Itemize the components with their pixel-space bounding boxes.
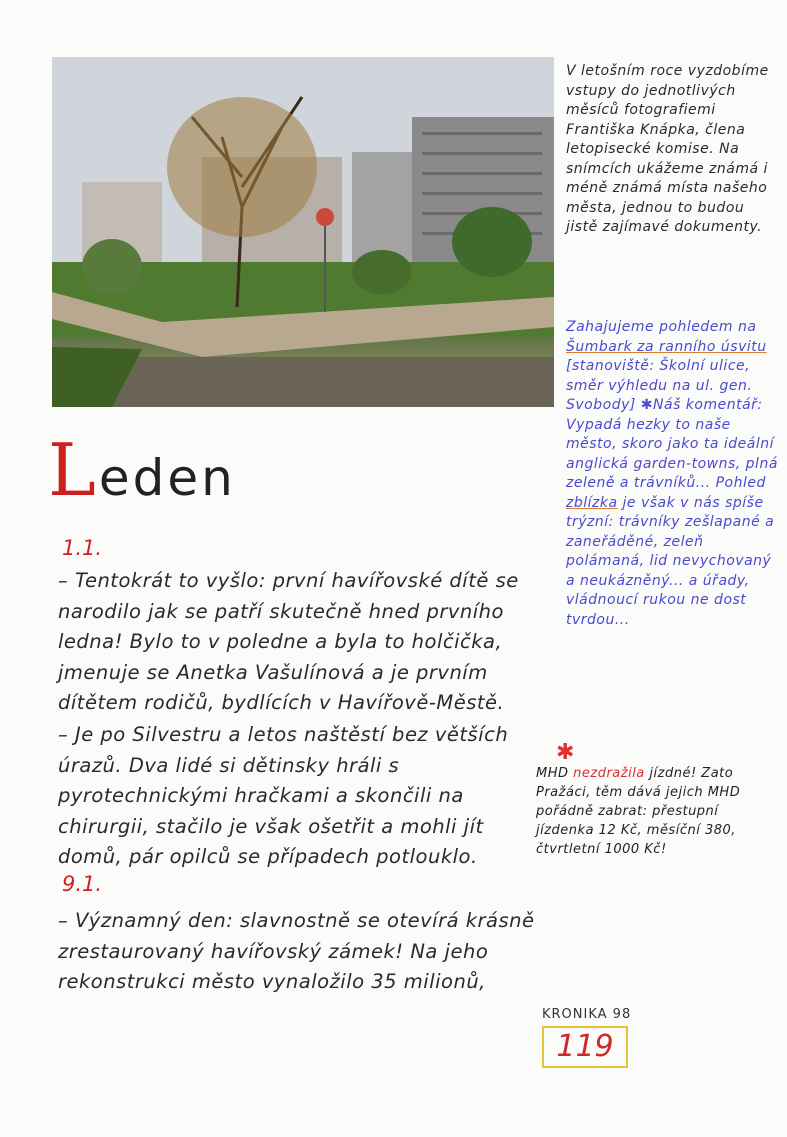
entry-date-1: 1.1. bbox=[62, 536, 103, 560]
mhd-text-pre: MHD bbox=[536, 766, 574, 781]
mhd-text-red: nezdražila bbox=[573, 766, 645, 781]
month-heading bbox=[48, 428, 236, 512]
side-commentary bbox=[566, 318, 778, 630]
chronicle-label: KRONIKA 98 bbox=[542, 1007, 632, 1022]
commentary-highlight-1: Šumbark za ranního úsvitu bbox=[566, 338, 767, 355]
entry-date-2: 9.1. bbox=[62, 872, 103, 896]
commentary-text-2: [stanoviště: Školní ulice, směr výhledu na ul. gen. Svobody] bbox=[566, 358, 753, 413]
street-photo bbox=[52, 57, 554, 407]
mhd-text-post: jízdné! Zato Pražáci, těm dává jejich MHD pořádně zabrat: přestupní jízdenka 12 Kč, měsíční 380, čtvrtletní 1000 Kč! bbox=[536, 766, 741, 857]
asterisk-icon: ✱ bbox=[556, 740, 575, 765]
commentary-highlight-2: zblízka bbox=[566, 494, 618, 511]
entry-paragraph-3: – Významný den: slavnostně se otevírá krásně zrestaurovaný havířovský zámek! Na jeho rekonstrukci město vynaložilo 35 milionů, bbox=[58, 909, 535, 993]
side-intro-note: V letošním roce vyzdobíme vstupy do jednotlivých měsíců fotografiemi Františka Knápka, člena letopisecké komise. Na snímcích ukážeme známá i méně známá místa našeho města, jednou to budou jistě zajímavé dokumenty. bbox=[566, 63, 769, 235]
entry-paragraph-1: – Tentokrát to vyšlo: první havířovské dítě se narodilo jak se patří skutečně hned prvního ledna! Bylo to v poledne a byla to holčička, jmenuje se Anetka Vašulínová a je prvním dítětem rodičů, bydlících v Havířově-Městě. bbox=[58, 569, 519, 714]
commentary-text-1: Zahajujeme pohledem na bbox=[566, 319, 757, 335]
photo-street-view-icon bbox=[52, 57, 554, 407]
page-number: 119 bbox=[542, 1026, 628, 1068]
entry-paragraph-2: – Je po Silvestru a letos naštěstí bez větších úrazů. Dva lidé si dětinsky hráli s pyrotechnickými hračkami a skončili na chirurgii, stačilo je však ošetřit a mohli jít domů, pár opilců se případech potlouklo. bbox=[58, 723, 509, 868]
commentary-comment: ✱Náš komentář: Vypadá hezky to naše město, skoro jako ta ideální anglická garden-towns, plná zeleně a trávníků... Pohled bbox=[566, 397, 778, 491]
month-heading-initial: L bbox=[48, 428, 99, 512]
month-heading-rest: eden bbox=[98, 449, 236, 507]
commentary-comment-2: je však v nás spíše trýzní: trávníky zešlapané a zaneřáděné, zeleň polámaná, lid nevychovaný a neukázněný... a úřady, vládnoucí rukou ne dost tvrdou... bbox=[566, 494, 775, 628]
side-mhd-note bbox=[536, 764, 751, 859]
